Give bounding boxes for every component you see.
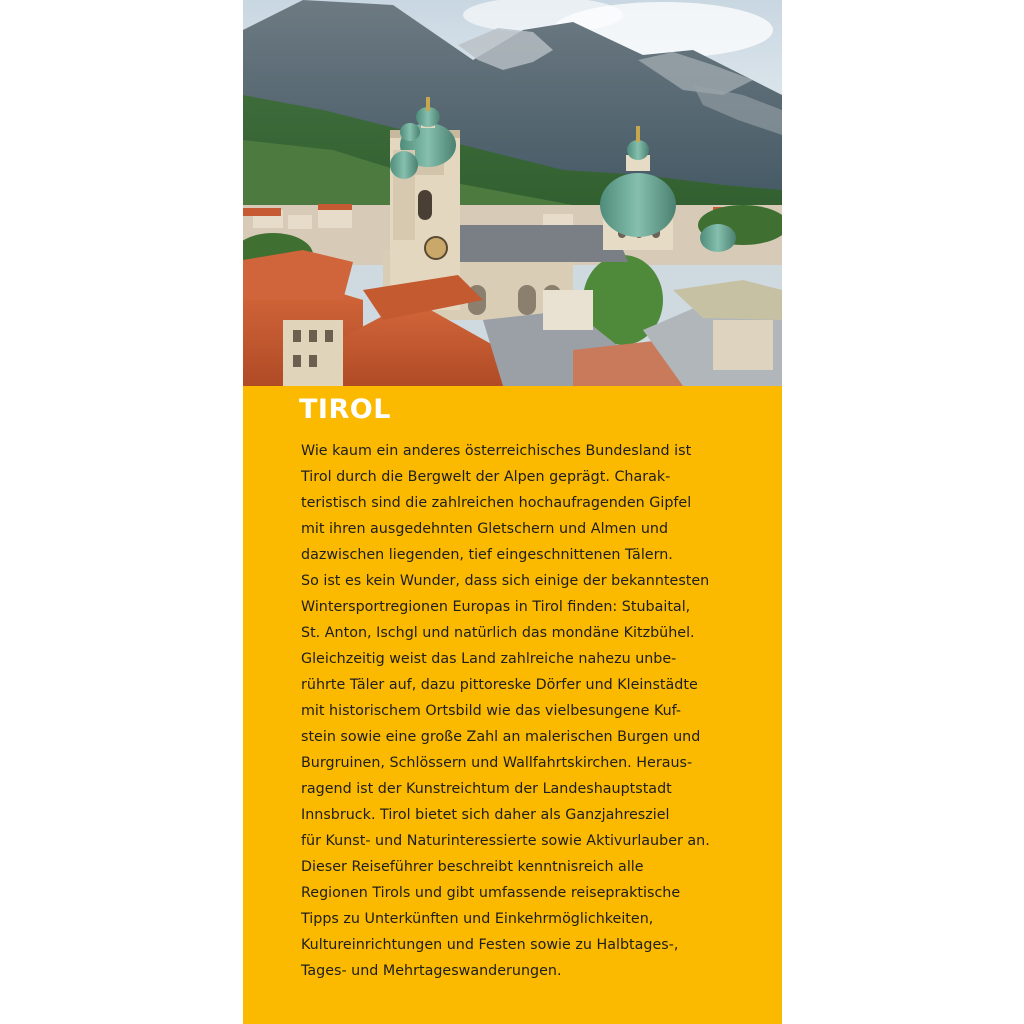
body-line: So ist es kein Wunder, dass sich einige der bekanntesten	[301, 573, 710, 589]
body-line: Innsbruck. Tirol bietet sich daher als Ganzjahresziel	[301, 807, 670, 823]
body-line: Kultureinrichtungen und Festen sowie zu Halbtages-,	[301, 937, 679, 953]
page-title: TIROL	[299, 394, 391, 425]
book-page	[243, 0, 782, 1024]
body-line: für Kunst- und Naturinteressierte sowie Aktivurlauber an.	[301, 833, 710, 849]
body-line: Tages- und Mehrtageswanderungen.	[301, 963, 562, 979]
body-line: Wintersportregionen Europas in Tirol finden: Stubaital,	[301, 599, 691, 615]
body-line: dazwischen liegenden, tief eingeschnittenen Tälern.	[301, 547, 673, 563]
body-line: Tipps zu Unterkünften und Einkehrmöglichkeiten,	[301, 911, 654, 927]
body-line: Gleichzeitig weist das Land zahlreiche nahezu unbe-	[301, 651, 677, 667]
body-line: Burgruinen, Schlössern und Wallfahrtskirchen. Heraus-	[301, 755, 693, 771]
body-line: ragend ist der Kunstreichtum der Landeshauptstadt	[301, 781, 672, 797]
body-line: mit historischem Ortsbild wie das vielbesungene Kuf-	[301, 703, 682, 719]
body-paragraph	[301, 438, 771, 984]
cover-photo	[243, 0, 782, 386]
body-line: Regionen Tirols und gibt umfassende reisepraktische	[301, 885, 681, 901]
body-line: Wie kaum ein anderes österreichisches Bundesland ist	[301, 443, 692, 459]
body-line: St. Anton, Ischgl und natürlich das mondäne Kitzbühel.	[301, 625, 695, 641]
body-line: rührte Täler auf, dazu pittoreske Dörfer und Kleinstädte	[301, 677, 698, 693]
body-line: mit ihren ausgedehnten Gletschern und Almen und	[301, 521, 669, 537]
body-line: stein sowie eine große Zahl an malerischen Burgen und	[301, 729, 701, 745]
body-line: Tirol durch die Bergwelt der Alpen geprägt. Charak-	[301, 469, 671, 485]
innsbruck-cathedral-image	[243, 0, 782, 386]
body-line: Dieser Reiseführer beschreibt kenntnisreich alle	[301, 859, 644, 875]
text-panel	[243, 386, 782, 1024]
body-line: teristisch sind die zahlreichen hochaufragenden Gipfel	[301, 495, 692, 511]
